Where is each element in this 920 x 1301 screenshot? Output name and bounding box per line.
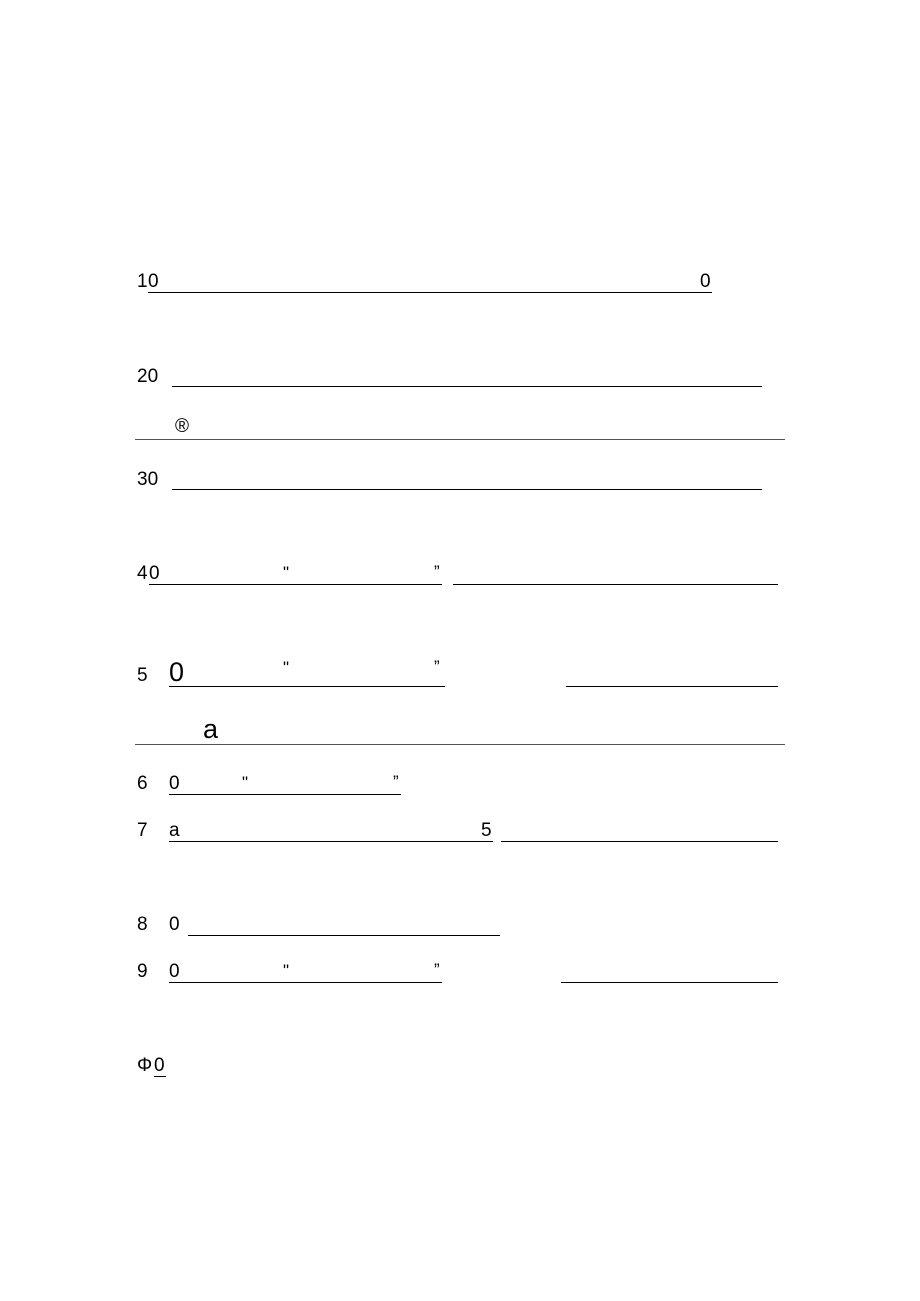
item-number: 9 (137, 961, 148, 982)
blank-line (188, 935, 500, 936)
item-number: 5 (137, 665, 148, 686)
item-number: 30 (137, 469, 159, 490)
item-number: 8 (137, 914, 148, 935)
blank-line (169, 982, 442, 983)
blank-line (453, 584, 778, 585)
close-quote: ” (434, 960, 440, 979)
blank-line (148, 292, 712, 293)
item-number: 4 (137, 563, 148, 584)
blank-value: 0 (169, 961, 180, 982)
section-divider (135, 439, 785, 440)
item-number: 20 (137, 366, 159, 387)
blank-value: 0 (169, 773, 180, 794)
blank-line (169, 794, 401, 795)
blank-line (561, 982, 778, 983)
blank-value: 0 (154, 1055, 165, 1076)
close-quote: ” (393, 772, 399, 791)
blank-value: 0 (149, 563, 160, 584)
blank-line (169, 686, 445, 687)
blank-value: 0 (169, 657, 185, 687)
blank-line (154, 1076, 166, 1077)
item-number: 7 (137, 820, 148, 841)
close-quote: ” (434, 562, 440, 581)
blank-value: 0 (700, 271, 711, 292)
item-number: Φ (137, 1055, 153, 1076)
item-number: 1 (137, 271, 148, 292)
open-quote: " (283, 961, 290, 980)
blank-value: 5 (481, 820, 492, 841)
item-number: 6 (137, 773, 148, 794)
open-quote: " (283, 658, 290, 677)
blank-line (169, 841, 493, 842)
section-divider (135, 744, 785, 745)
blank-line (149, 584, 442, 585)
blank-value: a (169, 820, 180, 841)
blank-line (172, 489, 762, 490)
registered-mark: ® (175, 416, 189, 437)
blank-line (501, 841, 778, 842)
letter-mark: a (203, 714, 219, 744)
open-quote: " (242, 773, 249, 792)
close-quote: ” (434, 657, 440, 676)
blank-value: 0 (169, 914, 180, 935)
blank-line (172, 386, 762, 387)
open-quote: " (283, 563, 290, 582)
blank-line (566, 686, 778, 687)
blank-value: 0 (148, 271, 159, 292)
